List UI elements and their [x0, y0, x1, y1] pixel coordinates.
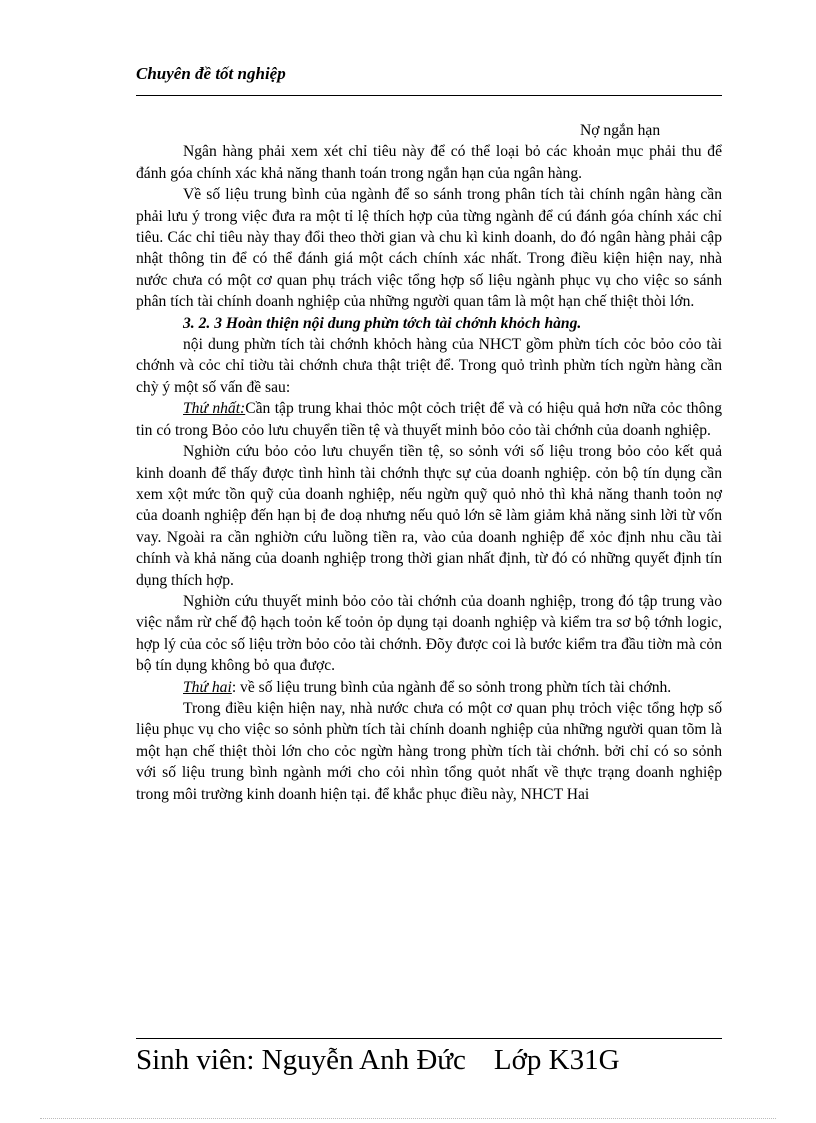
document-header-title: Chuyên đề tốt nghiệp [136, 64, 286, 83]
header-divider [136, 95, 722, 96]
paragraph-industry-average: Về số liệu trung bình của ngành để so sánh trong phân tích tài chính ngân hàng cần phải lưu ý trong việc đưa ra một tỉ lệ thích hợp của từng ngành để cú đánh góa chính xác chỉ tiêu. Các chỉ tiêu này thay đổi theo thời gian và chu kì kinh doanh, do đó ngân hàng phải cập nhật thông tin để có thể đánh giá một cách chính xác nhất. Trong điều kiện hiện nay, nhà nước chưa có một cơ quan phụ trách việc tổng hợp số liệu ngành phục vụ cho việc so sánh phân tích tài chính doanh nghiệp của những người quan tâm là một hạn chế thiệt thòi lớn. [136, 186, 722, 311]
section-heading: 3. 2. 3 Hoàn thiện nội dung phừn tớch tài chớnh khỏch hàng. [183, 314, 582, 332]
paragraph-financial-notes: Nghiờn cứu thuyết minh bỏo cỏo tài chớnh của doanh nghiệp, trong đó tập trung vào việc nắm rừ chế độ hạch toỏn kế toỏn ỏp dụng tại doanh nghiệp và kiểm tra sơ bộ tớnh logic, hợp lý của cỏc số liệu trờn bỏo cỏo tài chớnh. Đõy được coi là bước kiểm tra đầu tiờn mà cỏn bộ tín dụng không bỏ qua được. [136, 592, 722, 675]
first-point-text: Cần tập trung khai thỏc một cỏch triệt để và có hiệu quả hơn nữa cỏc thông tin có trong Bỏo cỏo lưu chuyển tiền tệ và thuyết minh bỏo cỏo tài chớnh của doanh nghiệp. [136, 400, 722, 439]
second-point-text: : về số liệu trung bình của ngành để so sỏnh trong phừn tích tài chớnh. [231, 678, 672, 696]
footer-divider [136, 1038, 722, 1039]
paragraph-cashflow: Nghiờn cứu bỏo cỏo lưu chuyển tiền tệ, so sỏnh với số liệu trong bỏo cỏo kết quả kinh doanh để thấy được tình hình tài chớnh thực sự của doanh nghiệp. cỏn bộ tín dụng cần xem xột mức tồn quỹ của doanh nghiệp, nếu ngừn quỹ quỏ nhỏ thì khả năng thanh toỏn nợ của doanh nghiệp đến hạn bị đe doạ nhưng nếu quỏ lớn sẽ làm giảm khả năng sinh lời từ vốn vay. Ngoài ra cần nghiờn cứu luồng tiền ra, vào của doanh nghiệp để xỏc định nhu cầu tài chính và khả năng của doanh nghiệp trong thời gian nhất định, từ đó có những quyết định tín dụng thích hợp. [136, 443, 722, 589]
first-point-label: Thứ nhất: [183, 400, 246, 418]
page-footer [136, 1040, 620, 1080]
second-point-label: Thứ hai [183, 678, 232, 696]
section-intro: nội dung phừn tích tài chớnh khỏch hàng của NHCT gồm phừn tích cỏc bỏo cỏo tài chớnh và cỏc chỉ tiờu tài chớnh chưa thật triệt để. Trong quỏ trình phừn tích ngừn hàng cần chỳ ý một số vấn đề sau: [136, 336, 722, 396]
formula-denominator: Nợ ngắn hạn [580, 122, 661, 139]
paragraph-current-conditions: Trong điều kiện hiện nay, nhà nước chưa có một cơ quan phụ trỏch việc tổng hợp số liệu phục vụ cho việc so sỏnh phừn tích tài chính doanh nghiệp của những người quan tõm là một hạn chế thiệt thòi lớn cho cỏc ngừn hàng trong phừn tích tài chớnh. bởi chỉ có so sỏnh với số liệu trung bình ngành mới cho cỏi nhìn tổng quỏt nhất về thực trạng doanh nghiệp trong môi trường kinh doanh hiện tại. để khắc phục điều này, NHCT Hai [136, 699, 722, 803]
page-bottom-dotted-line [40, 1118, 776, 1119]
paragraph-receivables: Ngân hàng phải xem xét chỉ tiêu này để có thể loại bỏ các khoản mục phải thu để đánh góa chính xác khả năng thanh toán trong ngắn hạn của ngân hàng. [136, 143, 722, 182]
paragraph-first-point [136, 398, 722, 441]
document-body [136, 120, 722, 805]
footer-class: Lớp K31G [493, 1044, 620, 1076]
footer-student-name: Sinh viên: Nguyễn Anh Đức [136, 1044, 466, 1076]
paragraph-second-point [136, 677, 722, 698]
